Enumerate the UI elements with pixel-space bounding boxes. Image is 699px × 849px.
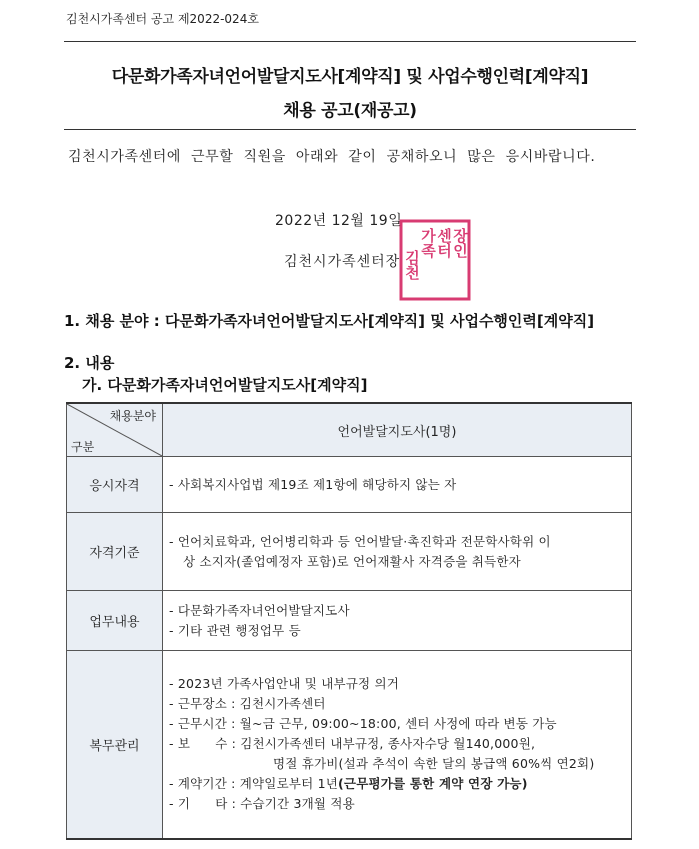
content-line: - 기 타 : 수습기간 3개월 적용: [169, 796, 355, 812]
title-top-rule: [64, 41, 636, 42]
section-2-heading: 2. 내용: [64, 354, 115, 372]
sender-name: 김천시가족센터장: [284, 254, 401, 270]
row-content: [163, 513, 632, 591]
table-row: [67, 591, 632, 651]
content-line: - 근무시간 : 월~금 근무, 09:00~18:00, 센터 사정에 따라 변동 가능: [169, 716, 557, 732]
content-line: - 기타 관련 행정업무 등: [169, 622, 301, 638]
svg-text:가족: 가족: [419, 228, 437, 258]
row-label: 복무관리: [67, 651, 163, 839]
table-row: [67, 513, 632, 591]
doc-number: 김천시가족센터 공고 제2022-024호: [66, 12, 259, 26]
corner-cell: [67, 403, 163, 457]
content-line: - 언어치료학과, 언어병리학과 등 언어발달·촉진학과 전문학사학위 이: [169, 533, 551, 549]
content-line: [169, 774, 625, 794]
content-line: 명절 휴가비(설과 추석이 속한 달의 봉급액 60%씩 연2회): [273, 756, 595, 772]
row-content: [163, 651, 632, 839]
row-label: 응시자격: [67, 457, 163, 513]
row-label: 자격기준: [67, 513, 163, 591]
column-header: 언어발달지도사(1명): [163, 403, 632, 457]
table-header-row: [67, 403, 632, 457]
content-line: - 근무장소 : 김천시가족센터: [169, 696, 326, 712]
section-1-heading: 1. 채용 분야 : 다문화가족자녀언어발달지도사[계약직] 및 사업수행인력[계약직]: [64, 312, 595, 330]
content-line: - 다문화가족자녀언어발달지도사: [169, 602, 350, 618]
svg-text:장인: 장인: [451, 228, 469, 258]
row-content: [163, 457, 632, 513]
notice-date: 2022년 12월 19일: [275, 213, 403, 229]
contract-extension-note: (근무평가를 통한 계약 연장 가능): [338, 776, 528, 792]
content-line: - 보 수 : 김천시가족센터 내부규정, 종사자수당 월140,000원,: [169, 736, 536, 752]
header-top-label: 채용분야: [109, 409, 156, 423]
content-line: - 2023년 가족사업안내 및 내부규정 의거: [169, 676, 400, 692]
title-line-1: 다문화가족자녀언어발달지도사[계약직] 및 사업수행인력[계약직]: [111, 67, 589, 87]
official-seal: [398, 218, 472, 302]
intro-text: 김천시가족센터에 근무할 직원을 아래와 같이 공채하오니 많은 응시바랍니다.: [68, 149, 596, 165]
row-content: [163, 591, 632, 651]
content-line: 상 소지자(졸업예정자 포함)로 언어재활사 자격증을 취득한자: [183, 553, 521, 569]
title-line-2: 채용 공고(재공고): [283, 101, 417, 121]
subsection-heading: 가. 다문화가족자녀언어발달지도사[계약직]: [82, 376, 368, 394]
title-bottom-rule: [64, 129, 636, 130]
header-bottom-label: 구분: [71, 440, 95, 454]
svg-text:센터: 센터: [435, 228, 453, 258]
row-label: 업무내용: [67, 591, 163, 651]
table-row: [67, 457, 632, 513]
table-row: [67, 651, 632, 839]
content-line: - 사회복지사업법 제19조 제1항에 해당하지 않는 자: [169, 476, 457, 492]
svg-text:김천: 김천: [403, 250, 421, 280]
contract-period: - 계약기간 : 계약일로부터 1년: [169, 776, 338, 792]
recruitment-table: [66, 402, 632, 840]
